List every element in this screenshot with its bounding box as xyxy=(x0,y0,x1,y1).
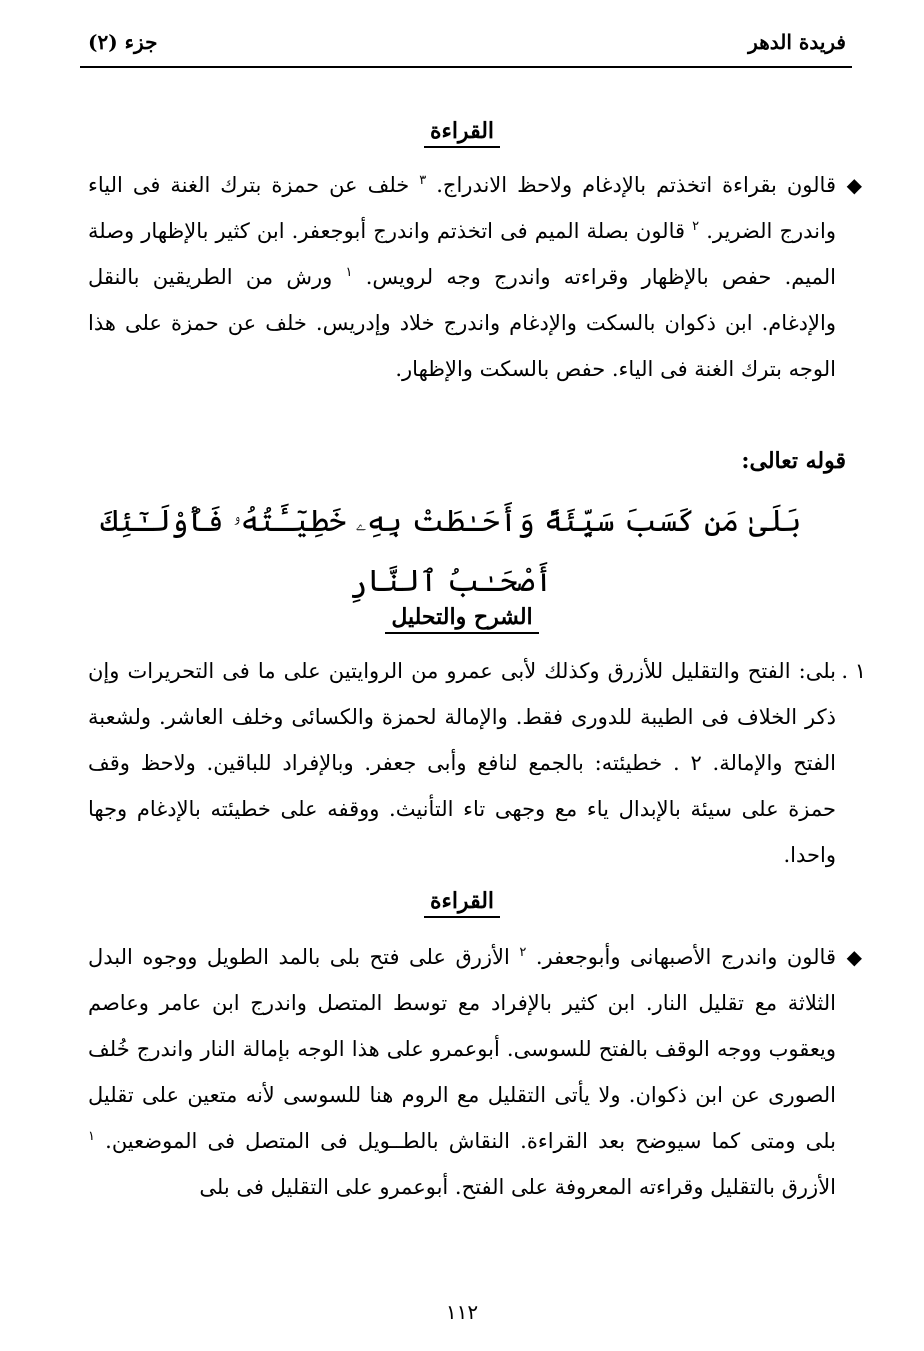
section-heading-qiraah-2 xyxy=(0,888,924,918)
footnote-marker: ٢ xyxy=(692,219,700,234)
quran-verse: بَلَىٰ مَن كَسَبَ سَيِّئَةً وَأَحَـٰطَتْ بِهِۦ خَطِيٓـَٔتُهُۥ فَأُوْلَـٰٓئِكَ أَصْحَـٰبُ ٱلنَّارِ xyxy=(100,504,802,599)
verse-intro: قوله تعالى: xyxy=(741,448,846,474)
para-text: الأزرق بالتقليل وقراءته المعروفة على الفتح. أبوعمرو على التقليل فى بلى xyxy=(199,1175,836,1199)
section-heading-qiraah-1 xyxy=(0,118,924,148)
qiraah-paragraph-2 xyxy=(88,934,862,1210)
part-number: جزء (٢) xyxy=(88,30,158,54)
running-header xyxy=(88,30,846,64)
para-text: ورش من الطريقين بالنقل والإدغام. ابن ذكوان بالسكت والإدغام واندرج خلاد وإدريس. خلف عن حمزة على هذا الوجه بترك الغنة فى الياء. حفص بالسكت والإظهار. xyxy=(88,265,836,381)
item-number: ١ . xyxy=(841,659,866,683)
para-text: خلف عن حمزة بترك الغنة فى الياء واندرج الضرير. xyxy=(88,173,836,243)
section-heading-sharh xyxy=(0,604,924,634)
diamond-bullet-icon: ◆ xyxy=(846,945,862,969)
section-heading-text: القراءة xyxy=(424,888,500,918)
para-text: الأزرق على فتح بلى بالمد الطويل ووجوه البدل الثلاثة مع تقليل النار. ابن كثير بالإفراد مع توسط المتصل واندرج ابن عامر وعاصم ويعقوب ووجه الوقف بالفتح للسوسى. أبوعمرو على هذا الوجه بإمالة النار واندرج خُلف الصورى عن ابن ذكوان. ولا يأتى التقليل مع الروم هنا للسوسى لأنه متعين على تقليل بلى ومتى كما سيوضح بعد القراءة. النقاش بالطــويل فى المتصل فى الموضعين. xyxy=(88,945,836,1153)
section-heading-text: الشرح والتحليل xyxy=(385,604,538,634)
book-title: فريدة الدهر xyxy=(748,30,846,54)
header-rule xyxy=(80,66,852,68)
page-number: ١١٢ xyxy=(445,1300,479,1324)
footnote-marker: ١ xyxy=(345,265,353,280)
para-text: قالون بصلة الميم فى اتخذتم واندرج أبوجعفر. ابن كثير بالإظهار وصلة الميم. حفص بالإظهار وقراءته واندرج وجه لرويس. xyxy=(88,219,836,289)
footnote-marker: ٣ xyxy=(419,173,427,188)
section-heading-text: القراءة xyxy=(424,118,500,148)
footnote-marker: ٢ xyxy=(519,945,527,960)
para-text: قالون واندرج الأصبهانى وأبوجعفر. xyxy=(535,945,836,969)
diamond-bullet-icon: ◆ xyxy=(846,173,862,197)
footnote-marker: ١ xyxy=(88,1129,95,1144)
para-text: قالون بقراءة اتخذتم بالإدغام ولاحظ الاندراج. xyxy=(436,173,836,197)
sharh-paragraph xyxy=(88,648,866,878)
qiraah-paragraph-1 xyxy=(88,162,862,392)
para-text: بلى: الفتح والتقليل للأزرق وكذلك لأبى عمرو من الروايتين على ما فى التحريرات وإن ذكر الخلاف فى الطيبة للدورى فقط. والإمالة لحمزة والكسائى وخلف العاشر. ولشعبة الفتح والإمالة. ٢ . خطيئته: بالجمع لنافع وأبى جعفر. وبالإفراد للباقين. ولاحظ وقف حمزة على سيئة بالإبدال ياء مع وجهى تاء التأنيث. ووقفه على خطيئته بالإدغام وجها واحدا. xyxy=(88,659,836,867)
